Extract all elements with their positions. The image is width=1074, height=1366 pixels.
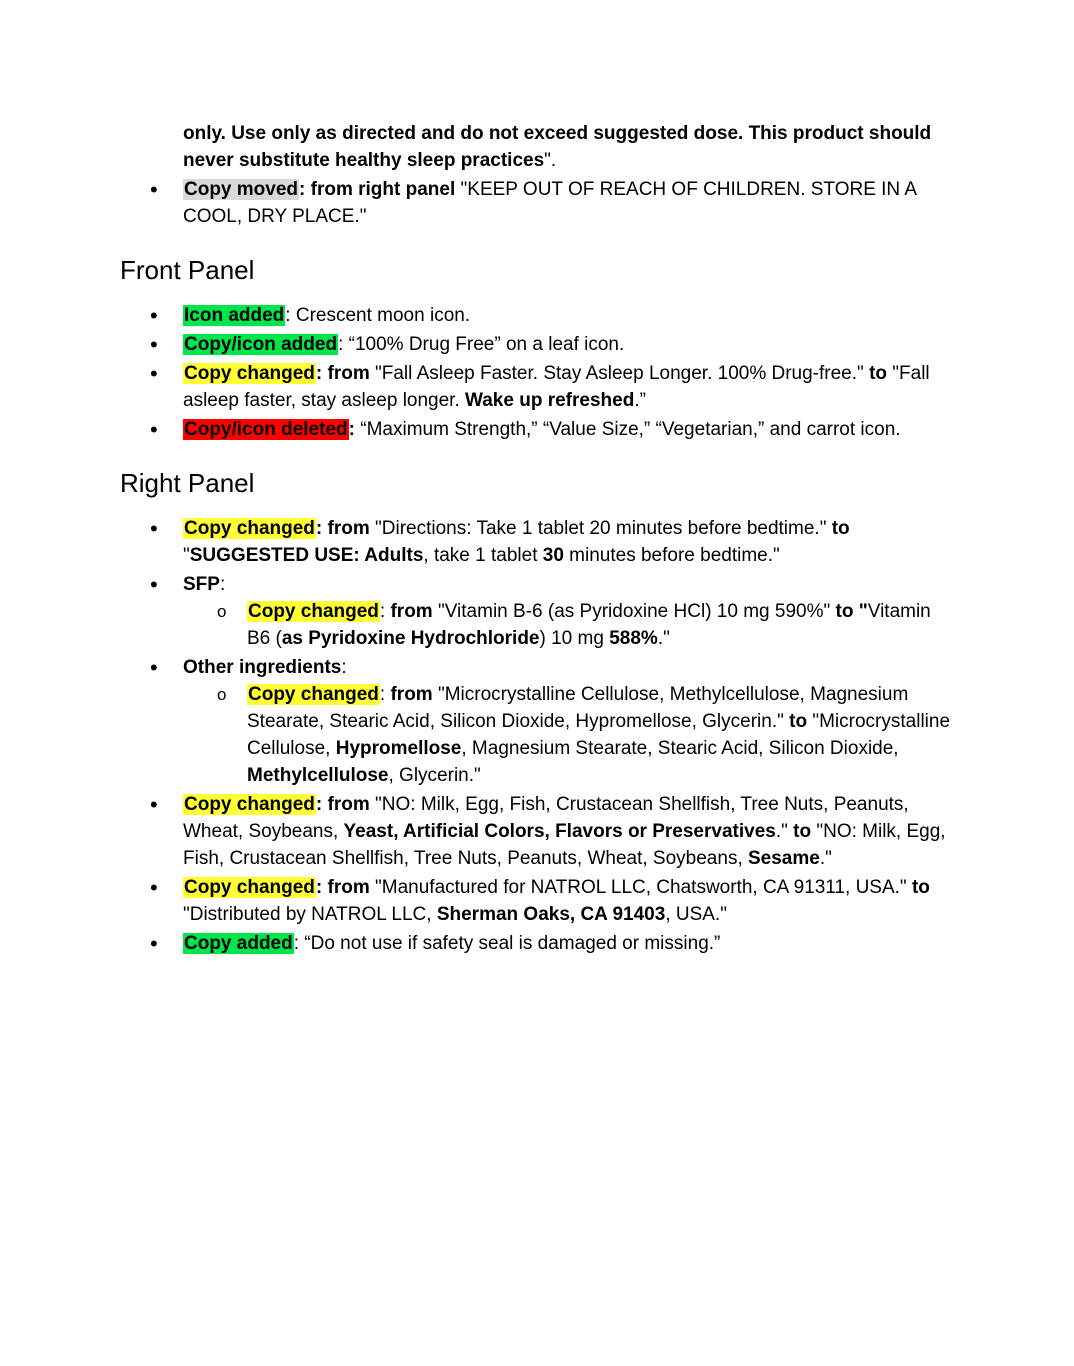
sfp-label: SFP (183, 574, 220, 595)
bold-text: to " (835, 601, 868, 622)
list-item (120, 360, 950, 414)
bold-text: Sherman Oaks, CA 91403 (436, 904, 666, 925)
item-text: "Fall asleep faster, stay asleep longer. (183, 363, 930, 411)
bold-text: to (911, 877, 930, 898)
bold-text: Methylcellulose (247, 765, 389, 786)
list-item-other-ingredients (120, 654, 950, 789)
item-text: : (219, 574, 226, 595)
change-tag-copy-moved: Copy moved (184, 179, 299, 200)
other-ingredients-label: Other ingredients (183, 657, 342, 678)
item-text: : “Do not use if safety seal is damaged or missing.” (293, 933, 721, 954)
item-text: minutes before bedtime." (563, 545, 780, 566)
bold-text: SUGGESTED USE: Adults (189, 545, 424, 566)
bold-text: : (348, 419, 355, 440)
bold-text: to (789, 711, 808, 732)
continued-paragraph (183, 120, 950, 174)
item-text: "Manufactured for NATROL LLC, Chatsworth, CA 91311, USA." (369, 877, 912, 898)
item-text: "Microcrystalline Cellulose, (247, 711, 951, 759)
item-text: "Vitamin B-6 (as Pyridoxine HCl) 10 mg 590%" (432, 601, 836, 622)
item-text: : “100% Drug Free” on a leaf icon. (338, 334, 625, 355)
list-item (120, 416, 950, 443)
item-text: : (341, 657, 347, 678)
item-text: ." (775, 821, 794, 842)
item-text: .” (634, 390, 646, 411)
item-text: , USA." (665, 904, 727, 925)
bold-text: : from (315, 518, 370, 539)
continued-bold-text: only. Use only as directed and do not exceed suggested dose. This product should never substitute healthy sleep practices (183, 123, 932, 171)
item-text: : (379, 601, 391, 622)
bold-text: : from right panel (299, 179, 456, 200)
bold-text: Yeast, Artificial Colors, Flavors or Preservatives (343, 821, 776, 842)
bold-text: Hypromellose (335, 738, 462, 759)
bold-text: : from (315, 794, 370, 815)
item-text: ." (819, 848, 832, 869)
change-tag-copy-changed: Copy changed (184, 794, 315, 815)
section-heading-right-panel: Right Panel (120, 468, 255, 498)
item-text: , Magnesium Stearate, Stearic Acid, Silicon Dioxide, (461, 738, 899, 759)
item-text: Vitamin B6 ( (247, 601, 931, 649)
change-tag-copy-changed: Copy changed (184, 363, 315, 384)
top-bullet-list (120, 176, 950, 230)
item-text: : (379, 684, 391, 705)
other-ingredients-sublist (183, 681, 950, 789)
sub-list-item (183, 598, 950, 652)
bold-text: Wake up refreshed (465, 390, 635, 411)
item-text: "NO: Milk, Egg, Fish, Crustacean Shellfish, Tree Nuts, Peanuts, Wheat, Soybeans, (183, 821, 946, 869)
list-item (120, 930, 950, 957)
bold-text: : from (315, 877, 370, 898)
change-tag-copy-icon-added: Copy/icon added (184, 334, 338, 355)
bold-text: Sesame (748, 848, 820, 869)
item-text: "Microcrystalline Cellulose, Methylcellulose, Magnesium Stearate, Stearic Acid, Silicon Dioxide, Hypromellose, Glycerin." (247, 684, 909, 732)
change-tag-copy-changed: Copy changed (184, 877, 315, 898)
item-text: "Fall Asleep Faster. Stay Asleep Longer. 100% Drug-free." (369, 363, 870, 384)
bold-text: to (793, 821, 812, 842)
bold-text: as Pyridoxine Hydrochloride (281, 628, 540, 649)
item-text: ) 10 mg (539, 628, 610, 649)
bold-text: 30 (542, 545, 564, 566)
list-item (120, 874, 950, 928)
bold-text: to (869, 363, 887, 384)
bold-text: 588% (609, 628, 658, 649)
change-tag-copy-changed: Copy changed (184, 518, 315, 539)
item-text: , Glycerin." (388, 765, 481, 786)
bold-text: : from (315, 363, 370, 384)
continued-suffix: ". (544, 150, 557, 171)
change-tag-copy-icon-deleted: Copy/icon deleted (184, 419, 348, 440)
item-text: : Crescent moon icon. (285, 305, 471, 326)
sub-list-item (183, 681, 950, 789)
list-item (120, 176, 950, 230)
bold-text: from (390, 601, 433, 622)
item-text: “Maximum Strength,” “Value Size,” “Vegetarian,” and carrot icon. (354, 419, 901, 440)
change-tag-copy-added: Copy added (184, 933, 293, 954)
bold-text: from (390, 684, 433, 705)
item-text: "NO: Milk, Egg, Fish, Crustacean Shellfish, Tree Nuts, Peanuts, Wheat, Soybeans, (183, 794, 909, 842)
item-text: "Directions: Take 1 tablet 20 minutes before bedtime." (369, 518, 832, 539)
list-item (120, 302, 950, 329)
section-heading-front-panel: Front Panel (120, 255, 255, 285)
change-tag-copy-changed: Copy changed (248, 601, 379, 622)
right-panel-list (120, 515, 950, 957)
item-text: ." (657, 628, 670, 649)
item-text: , take 1 tablet (423, 545, 543, 566)
list-item (120, 791, 950, 872)
item-text: " (183, 545, 190, 566)
item-text: "KEEP OUT OF REACH OF CHILDREN. STORE IN A COOL, DRY PLACE." (183, 179, 916, 227)
document-body (120, 120, 950, 959)
change-tag-copy-changed: Copy changed (248, 684, 379, 705)
change-tag-icon-added: Icon added (184, 305, 285, 326)
list-item (120, 515, 950, 569)
list-item (120, 331, 950, 358)
bold-text: to (831, 518, 850, 539)
front-panel-list (120, 302, 950, 443)
sfp-sublist (183, 598, 950, 652)
list-item-sfp (120, 571, 950, 652)
item-text: "Distributed by NATROL LLC, (183, 904, 437, 925)
